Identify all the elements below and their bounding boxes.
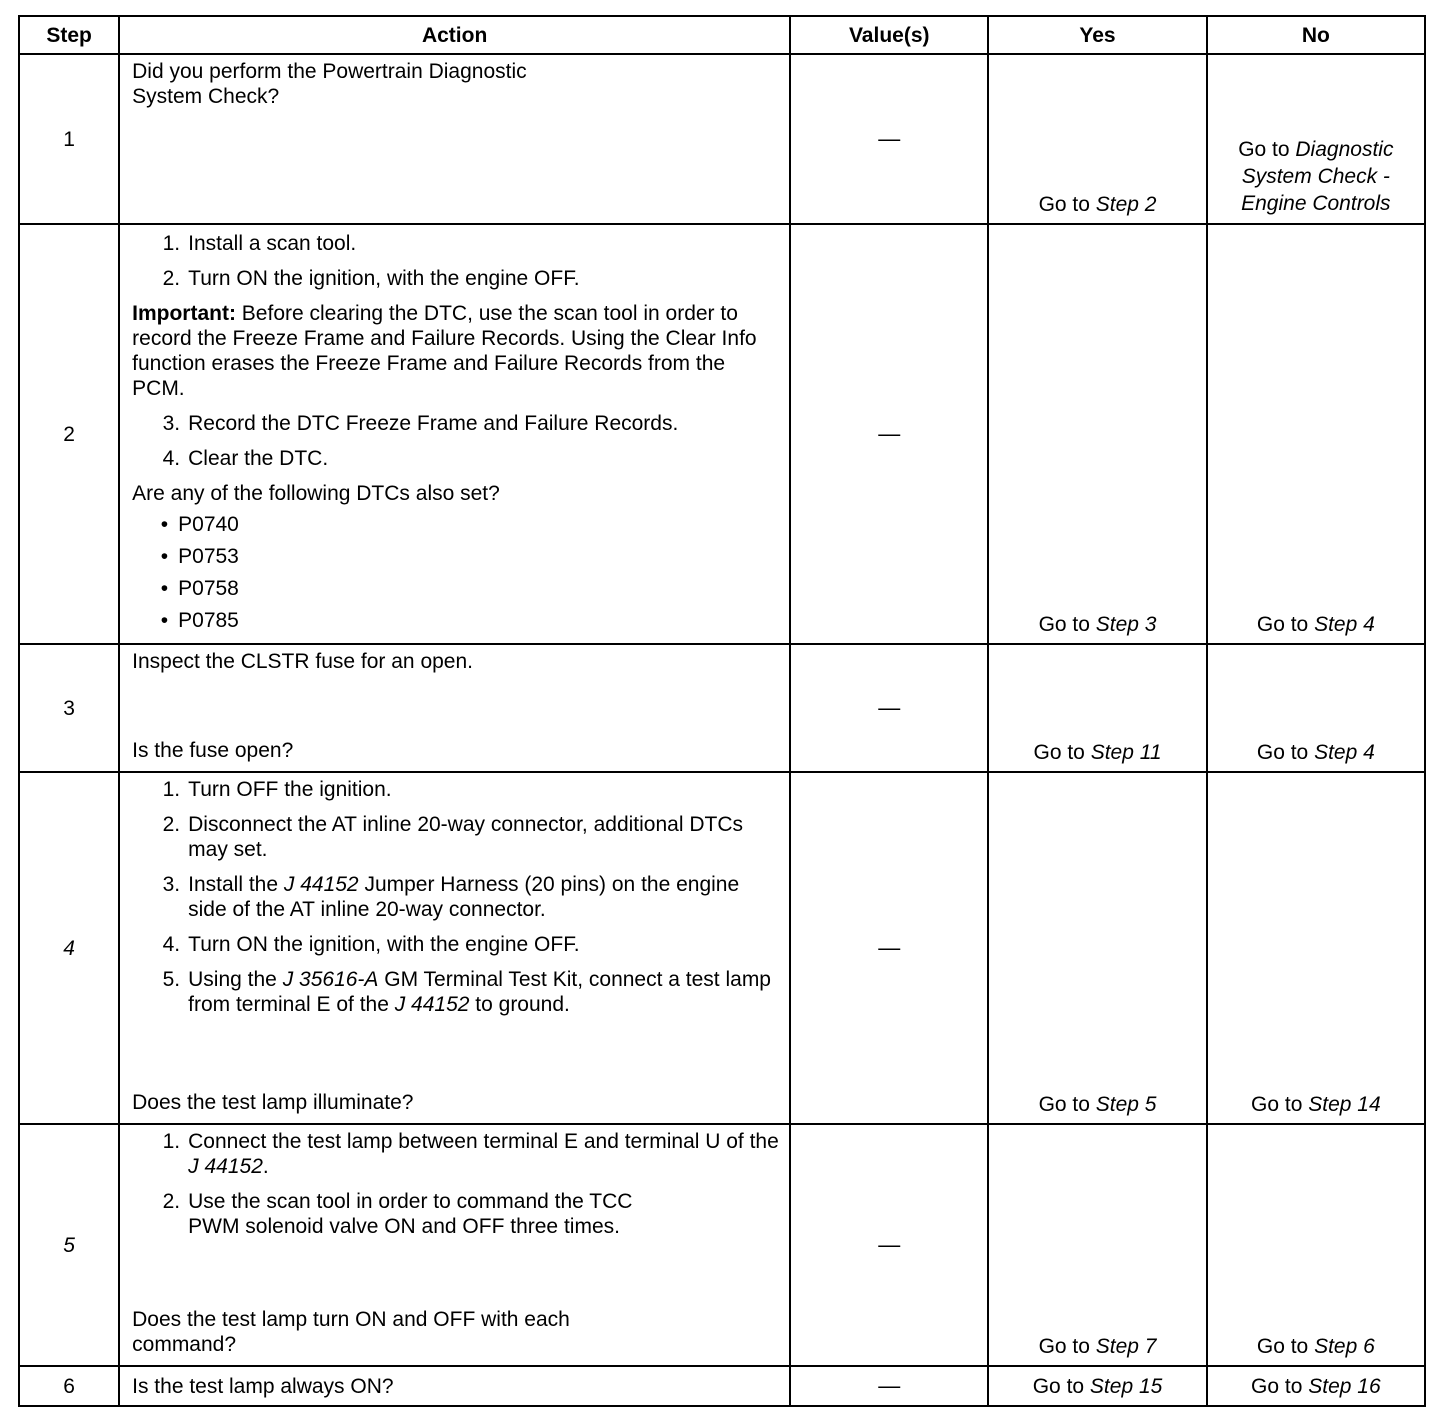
dtc-item: • P0753: [160, 545, 239, 568]
value-dash: —: [878, 421, 901, 446]
action-text: Did you perform the Powertrain Diagnostic System Check?: [132, 60, 527, 108]
value-cell: [790, 1124, 988, 1366]
list-item: 3. Record the DTC Freeze Frame and Failure Records.: [162, 412, 679, 435]
dtc-item: • P0740: [160, 513, 239, 536]
yes-cell: [988, 54, 1206, 224]
no-link[interactable]: Go to Step 14: [1251, 1093, 1381, 1116]
action-cell: [119, 644, 790, 772]
tool-reference: J 35616-A: [282, 968, 379, 991]
yes-link[interactable]: Go to Step 5: [1038, 1093, 1157, 1116]
value-cell: [790, 54, 988, 224]
yes-cell: [988, 1124, 1206, 1366]
yes-link[interactable]: Go to Step 3: [1038, 613, 1157, 636]
list-item: 1. Install a scan tool.: [162, 232, 357, 255]
step-number: 6: [19, 1366, 119, 1406]
header-values: Value(s): [790, 16, 988, 54]
header-no: No: [1207, 16, 1425, 54]
no-link[interactable]: Go to Step 16: [1251, 1374, 1381, 1398]
value-cell: [790, 224, 988, 644]
action-cell: [119, 54, 790, 224]
table-row: [19, 772, 1425, 1124]
question-text: Does the test lamp turn ON and OFF with each command?: [132, 1308, 570, 1356]
no-link[interactable]: Go to Step 4: [1256, 741, 1375, 764]
table-row: [19, 224, 1425, 644]
list-item: 1. Turn OFF the ignition.: [162, 778, 392, 801]
list-item: 5. Using the J 35616-A GM Terminal Test Kit, connect a test lamp from terminal E of the J 44152 to ground.: [162, 968, 771, 1016]
table-row: [19, 644, 1425, 772]
yes-link[interactable]: Go to Step 15: [1032, 1374, 1163, 1398]
table-row: [19, 1124, 1425, 1366]
no-cell: [1207, 224, 1425, 644]
yes-cell: [988, 772, 1206, 1124]
tool-reference: J 44152: [283, 873, 359, 896]
diagnostic-table: [18, 15, 1426, 1407]
dtc-item: • P0785: [160, 609, 239, 632]
no-link[interactable]: Go to Step 4: [1256, 613, 1375, 636]
list-item: 4. Clear the DTC.: [162, 447, 329, 470]
question-text: Is the test lamp always ON?: [132, 1374, 394, 1398]
yes-link[interactable]: Go to Step 7: [1038, 1335, 1157, 1358]
no-cell: [1207, 772, 1425, 1124]
yes-cell: [988, 224, 1206, 644]
no-cell: [1207, 1124, 1425, 1366]
table-row: [19, 54, 1425, 224]
step-number: 5: [19, 1124, 119, 1366]
action-cell: [119, 1124, 790, 1366]
action-text: Inspect the CLSTR fuse for an open.: [132, 650, 474, 673]
list-item: 4. Turn ON the ignition, with the engine OFF.: [162, 933, 580, 956]
table-row: [19, 1366, 1425, 1406]
no-link[interactable]: Go to Step 6: [1256, 1335, 1375, 1358]
question-text: Is the fuse open?: [132, 739, 294, 762]
no-link[interactable]: Go to Diagnostic System Check - Engine Controls: [1238, 138, 1394, 215]
value-dash: —: [878, 1232, 901, 1257]
list-item: 2. Disconnect the AT inline 20-way connector, additional DTCs may set.: [162, 813, 743, 861]
important-note: Important: Before clearing the DTC, use the scan tool in order to record the Freeze Frame and Failure Records. Using the Clear Info function erases the Freeze Frame and Failure Records from the PCM.: [132, 302, 757, 400]
value-cell: [790, 772, 988, 1124]
question-text: Does the test lamp illuminate?: [132, 1091, 414, 1114]
diagnostic-table-container: [18, 15, 1426, 1407]
header-yes: Yes: [988, 16, 1206, 54]
step-number: 2: [19, 224, 119, 644]
value-cell: [790, 644, 988, 772]
step-number: 3: [19, 644, 119, 772]
value-dash: —: [878, 935, 901, 960]
list-item: 1. Connect the test lamp between terminal E and terminal U of the J 44152.: [162, 1130, 779, 1178]
yes-link[interactable]: Go to Step 11: [1033, 741, 1162, 764]
no-cell: [1207, 1366, 1425, 1406]
tool-reference: J 44152: [188, 1155, 263, 1178]
step-number: 4: [19, 772, 119, 1124]
tool-reference: J 44152: [394, 993, 470, 1016]
list-item: 2. Use the scan tool in order to command the TCC PWM solenoid valve ON and OFF three times.: [162, 1190, 633, 1238]
question-text: Are any of the following DTCs also set?: [132, 482, 500, 505]
step-number: 1: [19, 54, 119, 224]
dtc-item: • P0758: [160, 577, 239, 600]
value-cell: [790, 1366, 988, 1406]
yes-cell: [988, 1366, 1206, 1406]
no-cell: [1207, 644, 1425, 772]
list-item: 3. Install the J 44152 Jumper Harness (20 pins) on the engine side of the AT inline 20-way connector.: [162, 873, 740, 921]
value-dash: —: [878, 126, 901, 151]
header-step: Step: [19, 16, 119, 54]
value-dash: —: [878, 1373, 901, 1398]
no-cell: [1207, 54, 1425, 224]
yes-link[interactable]: Go to Step 2: [1038, 193, 1157, 216]
header-action: Action: [119, 16, 790, 54]
value-dash: —: [878, 695, 901, 720]
list-item: 2. Turn ON the ignition, with the engine OFF.: [162, 267, 580, 290]
action-cell: [119, 224, 790, 644]
action-cell: [119, 772, 790, 1124]
action-cell: [119, 1366, 790, 1406]
yes-cell: [988, 644, 1206, 772]
header-row: [19, 16, 1425, 54]
